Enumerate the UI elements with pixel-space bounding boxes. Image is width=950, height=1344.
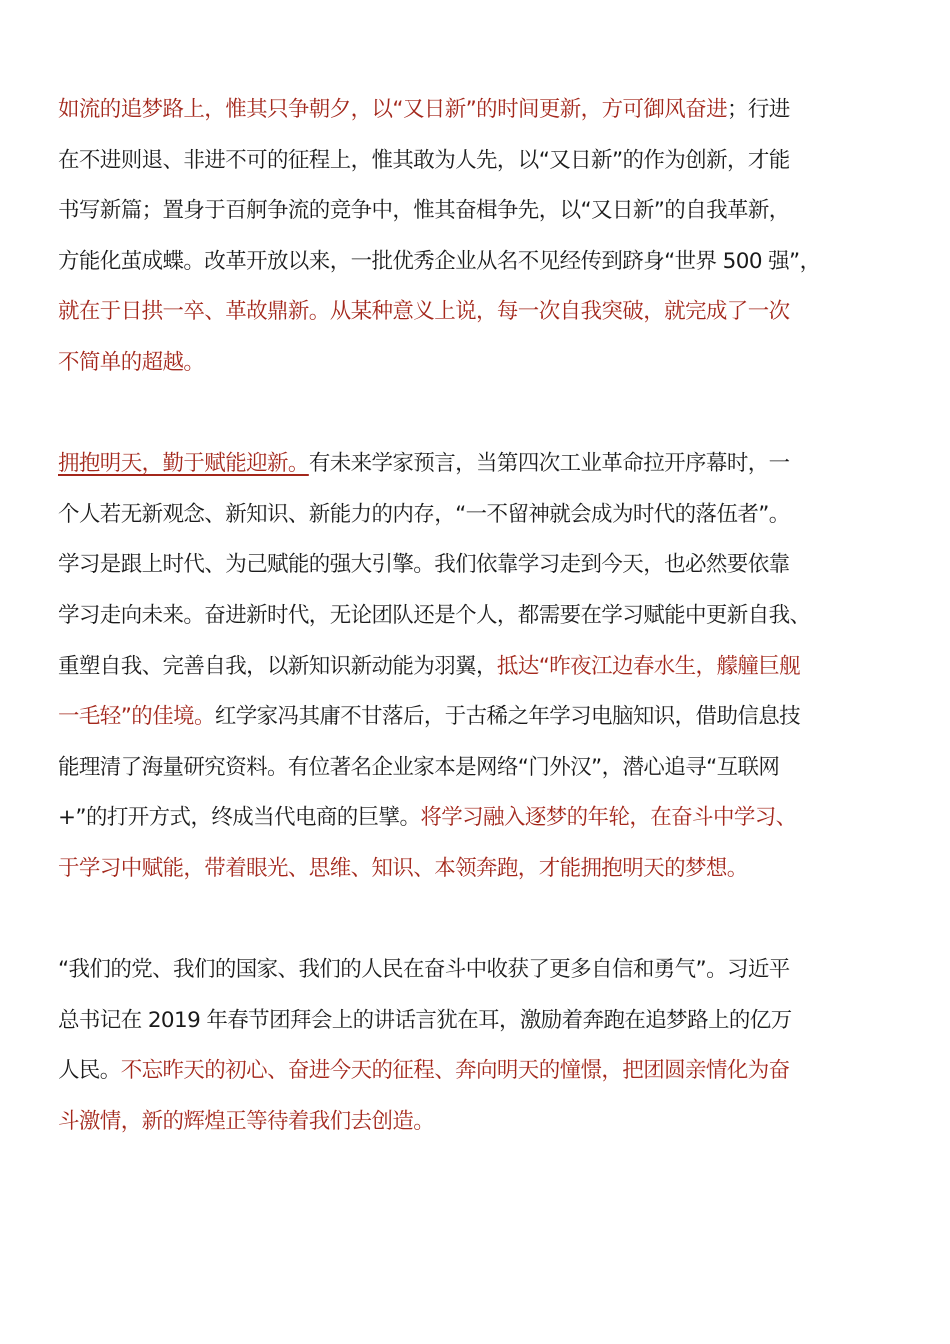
text-line (58, 85, 898, 136)
paragraph (58, 85, 898, 389)
paragraph-spacer (58, 389, 898, 440)
emphasized-text: 拥抱明天，勤于赋能迎新。 (58, 451, 309, 477)
text-line (58, 439, 898, 490)
paragraph (58, 945, 898, 1147)
body-text: “我们的党、我们的国家、我们的人民在奋斗中收获了更多自信和勇气”。习近平 (58, 957, 790, 983)
text-line (58, 844, 898, 895)
body-text: 有未来学家预言，当第四次工业革命拉开序幕时，一 (308, 451, 790, 477)
text-line (58, 1046, 898, 1097)
text-line (58, 996, 898, 1047)
text-line (58, 186, 898, 237)
body-text: 人民。 (58, 1058, 121, 1084)
emphasized-text: 于学习中赋能，带着眼光、思维、知识、本领奔跑，才能拥抱明天的梦想。 (58, 855, 748, 881)
body-text: 方能化茧成蝶。改革开放以来，一批优秀企业从名不见经传到跻身“世界 500 强”， (58, 248, 821, 274)
emphasized-text: 就在于日拱一卒、革故鼎新。从某种意义上说，每一次自我突破，就完成了一次 (58, 299, 790, 325)
text-line (58, 540, 898, 591)
body-text: 能理清了海量研究资料。有位著名企业家本是网络“门外汉”，潜心追寻“互联网 (58, 754, 780, 780)
paragraph-spacer (58, 895, 898, 946)
body-text: ；行进 (726, 97, 790, 122)
text-line (58, 490, 898, 541)
emphasized-text: 一毛轻”的佳境。 (58, 704, 215, 730)
text-line (58, 743, 898, 794)
emphasized-text: 斗激情，新的辉煌正等待着我们去创造。 (58, 1108, 435, 1134)
body-text: 重塑自我、完善自我，以新知识新动能为羽翼， (58, 653, 497, 679)
body-text: 学习是跟上时代、为己赋能的强大引擎。我们依靠学习走到今天，也必然要依靠 (58, 552, 790, 578)
emphasized-text: 抵达“昨夜江边春水生，艨艟巨舰 (496, 653, 801, 679)
body-text: 总书记在 2019 年春节团拜会上的讲话言犹在耳，激励着奔跑在追梦路上的亿万 (58, 1007, 792, 1033)
body-text: +”的打开方式，终成当代电商的巨擘。 (58, 805, 421, 831)
emphasized-text: 如流的追梦路上，惟其只争朝夕，以“又日新”的时间更新，方可御风奋进 (58, 97, 727, 122)
document-body (58, 85, 898, 1147)
text-line (58, 591, 898, 642)
text-line (58, 1097, 898, 1148)
text-line (58, 642, 898, 693)
emphasized-text: 将学习融入逐梦的年轮，在奋斗中学习、 (420, 805, 797, 831)
emphasized-text: 不简单的超越。 (58, 349, 205, 375)
text-line (58, 287, 898, 338)
body-text: 个人若无新观念、新知识、新能力的内存，“一不留神就会成为时代的落伍者”。 (58, 501, 790, 527)
text-line (58, 692, 898, 743)
text-line (58, 338, 898, 389)
text-line (58, 945, 898, 996)
body-text: 书写新篇；置身于百舸争流的竞争中，惟其奋楫争先，以“又日新”的自我革新， (58, 198, 790, 224)
text-line (58, 237, 898, 288)
body-text: 红学家冯其庸不甘落后，于古稀之年学习电脑知识，借助信息技 (214, 704, 801, 730)
text-line (58, 136, 898, 187)
paragraph (58, 439, 898, 894)
emphasized-text: 不忘昨天的初心、奋进今天的征程、奔向明天的憧憬，把团圆亲情化为奋 (120, 1058, 790, 1084)
body-text: 学习走向未来。奋进新时代，无论团队还是个人，都需要在学习赋能中更新自我、 (58, 602, 811, 628)
body-text: 在不进则退、非进不可的征程上，惟其敢为人先，以“又日新”的作为创新，才能 (58, 147, 790, 173)
text-line (58, 793, 898, 844)
